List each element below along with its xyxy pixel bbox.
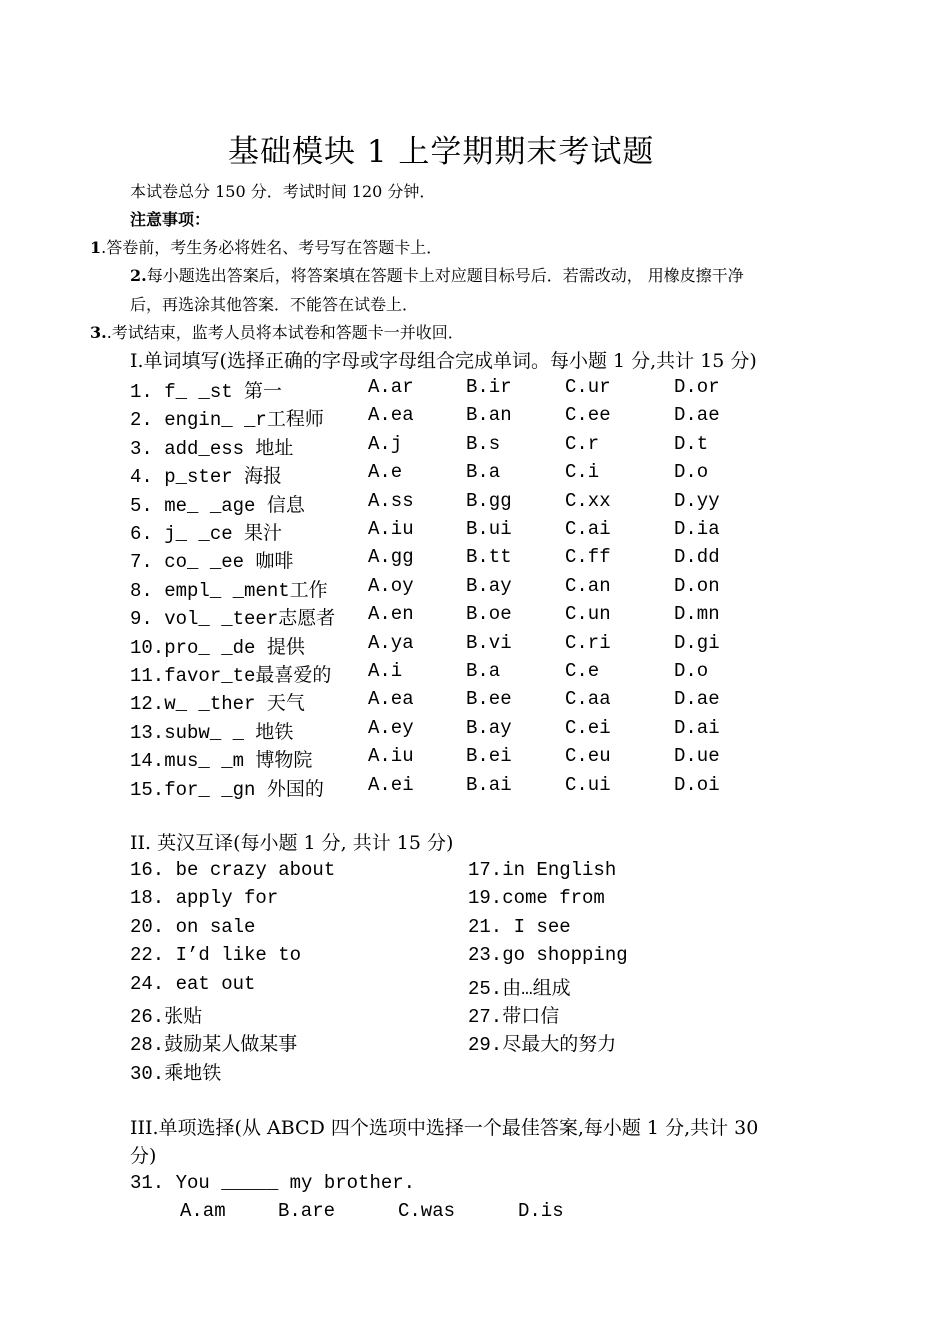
question-row xyxy=(0,660,950,688)
option-b: B.a xyxy=(466,461,501,484)
question-31-option-a: A.am xyxy=(180,1200,226,1222)
translation-row xyxy=(0,973,950,1001)
question-row xyxy=(0,717,950,745)
option-c: C.ur xyxy=(565,376,611,398)
option-d: D.yy xyxy=(674,489,720,512)
option-d: D.oi xyxy=(674,773,720,796)
option-b: B.ir xyxy=(466,376,512,398)
option-d: D.o xyxy=(674,660,709,682)
translation-item-right: 25.由…组成 xyxy=(468,977,571,1000)
notice-text: .答卷前，考生务必将姓名、考号写在答题卡上． xyxy=(101,238,443,257)
option-c: C.e xyxy=(565,660,600,682)
translation-item-left: 18. apply for xyxy=(130,887,279,910)
option-d: D.dd xyxy=(674,546,720,569)
option-c: C.ei xyxy=(565,716,611,739)
option-b: B.ai xyxy=(466,773,512,796)
translation-item-left: 16. be crazy about xyxy=(130,859,336,881)
question-row xyxy=(0,774,950,802)
option-d: D.o xyxy=(674,461,709,484)
option-c: C.ri xyxy=(565,631,611,654)
question-stem: 5. me_ _age 信息 xyxy=(130,494,305,517)
notice-item-2 xyxy=(130,263,744,286)
option-b: B.ui xyxy=(466,518,512,540)
question-stem: 1. f_ _st 第一 xyxy=(130,381,283,403)
option-d: D.on xyxy=(674,574,720,597)
question-row xyxy=(0,632,950,660)
page-title: 基础模块 1 上学期期末考试题 xyxy=(228,134,655,170)
question-row xyxy=(0,603,950,631)
translation-item-left: 30.乘地铁 xyxy=(130,1062,222,1085)
option-a: A.e xyxy=(368,461,403,484)
option-d: D.t xyxy=(674,432,709,455)
exam-info-line: 本试卷总分 150 分．考试时间 120 分钟． xyxy=(130,182,436,201)
translation-row xyxy=(0,1001,950,1029)
question-stem: 12.w_ _ther 天气 xyxy=(130,693,305,716)
option-a: A.iu xyxy=(368,745,414,768)
option-c: C.ff xyxy=(565,546,611,569)
question-stem: 6. j_ _ce 果汁 xyxy=(130,523,283,545)
question-stem: 10.pro_ _de 提供 xyxy=(130,636,305,659)
question-stem: 14.mus_ _m 博物院 xyxy=(130,750,313,773)
option-a: A.j xyxy=(368,432,403,455)
option-b: B.a xyxy=(466,660,501,682)
option-a: A.ea xyxy=(368,688,414,711)
section-3-heading-continued: 分) xyxy=(130,1145,157,1167)
notice-text: 每小题选出答案后，将答案填在答题卡上对应题目标号后．若需改动， 用橡皮擦干净 xyxy=(146,266,744,285)
translation-row xyxy=(0,1029,950,1057)
option-c: C.un xyxy=(565,603,611,626)
option-d: D.ue xyxy=(674,745,720,768)
question-31-option-b: B.are xyxy=(278,1200,336,1222)
question-row xyxy=(0,376,950,404)
option-c: C.xx xyxy=(565,489,611,512)
option-b: B.ee xyxy=(466,688,512,711)
question-stem: 3. add_ess 地址 xyxy=(130,437,294,460)
option-b: B.gg xyxy=(466,489,512,512)
option-a: A.ey xyxy=(368,716,414,739)
translation-row xyxy=(0,1058,950,1086)
question-stem: 13.subw_ _ 地铁 xyxy=(130,721,294,744)
question-row xyxy=(0,490,950,518)
option-c: C.ee xyxy=(565,404,611,427)
option-a: A.ei xyxy=(368,773,414,796)
question-row xyxy=(0,518,950,546)
question-31-stem: 31. You _____ my brother. xyxy=(130,1172,416,1194)
option-a: A.ar xyxy=(368,376,414,398)
question-row xyxy=(0,433,950,461)
translation-item-right: 21. I see xyxy=(468,915,571,938)
translation-row xyxy=(0,887,950,915)
question-stem: 8. empl_ _ment工作 xyxy=(130,579,328,602)
option-a: A.iu xyxy=(368,518,414,540)
question-31-option-c: C.was xyxy=(398,1200,456,1222)
question-row xyxy=(0,688,950,716)
option-a: A.i xyxy=(368,660,403,682)
option-b: B.an xyxy=(466,404,512,427)
option-a: A.oy xyxy=(368,574,414,597)
translation-row xyxy=(0,859,950,887)
translation-item-right: 27.带口信 xyxy=(468,1006,560,1028)
question-row xyxy=(0,461,950,489)
translation-item-left: 22. I’d like to xyxy=(130,944,302,967)
section-2-heading: II. 英汉互译(每小题 1 分, 共计 15 分) xyxy=(130,832,454,854)
option-c: C.eu xyxy=(565,745,611,768)
notice-number: 2. xyxy=(130,266,147,285)
question-row xyxy=(0,546,950,574)
option-c: C.ai xyxy=(565,518,611,540)
question-stem: 9. vol_ _teer志愿者 xyxy=(130,608,336,631)
option-d: D.ae xyxy=(674,404,720,427)
question-row xyxy=(0,745,950,773)
option-d: D.gi xyxy=(674,631,720,654)
notice-text: .考试结束，监考人员将本试卷和答题卡一并收回． xyxy=(106,323,464,342)
option-b: B.s xyxy=(466,432,501,455)
translation-item-left: 24. eat out xyxy=(130,972,256,995)
question-row xyxy=(0,404,950,432)
question-stem: 15.for_ _gn 外国的 xyxy=(130,778,324,801)
option-d: D.or xyxy=(674,376,720,398)
question-stem: 11.favor_te最喜爱的 xyxy=(130,665,332,687)
notice-item-1 xyxy=(90,235,442,258)
option-c: C.r xyxy=(565,432,600,455)
translation-item-right: 29.尽最大的努力 xyxy=(468,1034,617,1057)
translation-item-left: 28.鼓励某人做某事 xyxy=(130,1034,298,1057)
question-stem: 4. p_ster 海报 xyxy=(130,466,283,489)
notice-number: 3. xyxy=(90,323,107,342)
option-b: B.oe xyxy=(466,603,512,626)
option-a: A.ss xyxy=(368,489,414,512)
section-1-heading: I.单词填写(选择正确的字母或字母组合完成单词。每小题 1 分,共计 15 分) xyxy=(130,350,757,372)
option-c: C.ui xyxy=(565,773,611,796)
option-c: C.i xyxy=(565,461,600,484)
notice-heading: 注意事项： xyxy=(130,210,211,229)
option-b: B.tt xyxy=(466,546,512,569)
option-b: B.ei xyxy=(466,745,512,768)
section-3-heading: III.单项选择(从 ABCD 四个选项中选择一个最佳答案,每小题 1 分,共计 30 xyxy=(130,1117,759,1139)
question-row xyxy=(0,575,950,603)
question-stem: 2. engin_ _r工程师 xyxy=(130,409,324,432)
notice-item-3 xyxy=(90,320,464,343)
option-a: A.gg xyxy=(368,546,414,569)
translation-row xyxy=(0,944,950,972)
option-b: B.ay xyxy=(466,574,512,597)
translation-item-left: 26.张贴 xyxy=(130,1006,203,1028)
option-d: D.ae xyxy=(674,688,720,711)
question-31-option-d: D.is xyxy=(518,1200,564,1222)
option-a: A.ya xyxy=(368,631,414,654)
option-d: D.ia xyxy=(674,518,720,540)
option-b: B.vi xyxy=(466,631,512,654)
option-b: B.ay xyxy=(466,716,512,739)
option-d: D.mn xyxy=(674,603,720,626)
notice-number: 1 xyxy=(90,238,102,257)
translation-item-right: 23.go shopping xyxy=(468,944,628,967)
option-c: C.aa xyxy=(565,688,611,711)
notice-item-2-continued: 后，再选涂其他答案．不能答在试卷上． xyxy=(130,295,419,314)
translation-item-left: 20. on sale xyxy=(130,915,256,938)
option-c: C.an xyxy=(565,574,611,597)
translation-item-right: 19.come from xyxy=(468,887,605,910)
option-a: A.en xyxy=(368,603,414,626)
option-a: A.ea xyxy=(368,404,414,427)
option-d: D.ai xyxy=(674,716,720,739)
translation-row xyxy=(0,916,950,944)
question-stem: 7. co_ _ee 咖啡 xyxy=(130,551,294,574)
translation-item-right: 17.in English xyxy=(468,859,617,881)
